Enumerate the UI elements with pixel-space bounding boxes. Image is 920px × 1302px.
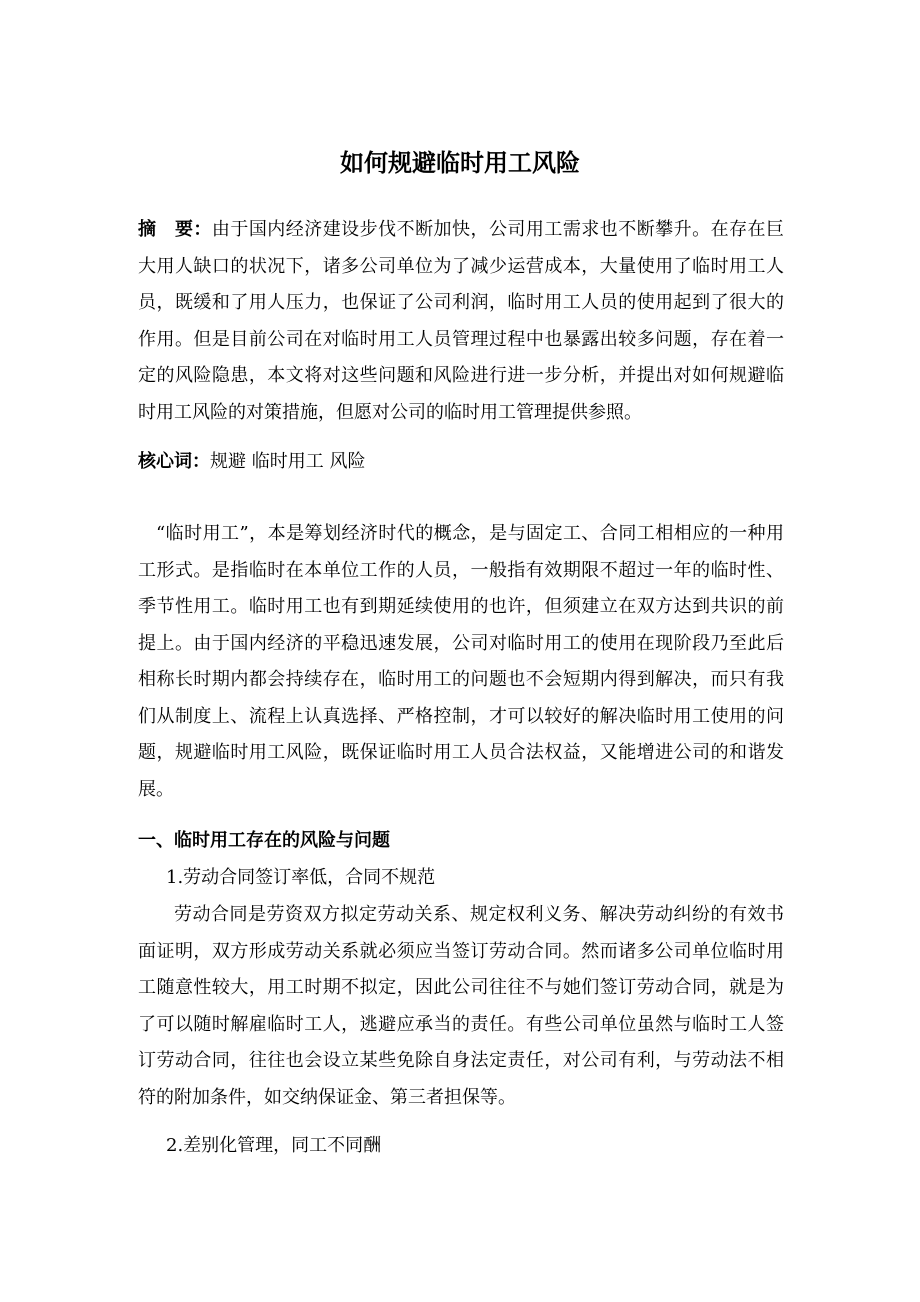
- subsection-heading: 1.劳动合同签订率低，合同不规范: [166, 867, 436, 888]
- section-heading: 一、临时用工存在的风险与问题: [138, 830, 390, 851]
- abstract-label: 摘 要：: [138, 219, 212, 240]
- subsection-heading: 2.差别化管理，同工不同酬: [166, 1135, 382, 1156]
- document-title: 如何规避临时用工风险: [340, 149, 580, 177]
- subsection-body: 劳动合同是劳资双方拟定劳动关系、规定权利义务、解决劳动纠纷的有效书面证明，双方形成劳动关系就必须应当签订劳动合同。然而诸多公司单位临时用工随意性较大，用工时期不拟定，因此公司往往不与她们签订劳动合同，就是为了可以随时解雇临时工人，逃避应承当的责任。有些公司单位虽然与临时工人签订劳动合同，往往也会设立某些免除自身法定责任，对公司有利，与劳动法不相符的附加条件，如交纳保证金、第三者担保等。: [138, 904, 784, 1108]
- intro-paragraph: “临时用工”，本是筹划经济时代的概念，是与固定工、合同工相相应的一种用工形式。是指临时在本单位工作的人员，一般指有效期限不超过一年的临时性、季节性用工。临时用工也有到期延续使用的也许，但须建立在双方达到共识的前提上。由于国内经济的平稳迅速发展，公司对临时用工的使用在现阶段乃至此后相称长时期内都会持续存在，临时用工的问题也不会短期内得到解决，而只有我们从制度上、流程上认真选择、严格控制，才可以较好的解决临时用工使用的问题，规避临时用工风险，既保证临时用工人员合法权益，又能增进公司的和谐发展。: [138, 523, 784, 800]
- keywords-label: 核心词：: [138, 451, 210, 472]
- abstract-paragraph: [138, 212, 784, 431]
- keywords-line: [138, 444, 784, 481]
- keywords-text: 规避 临时用工 风险: [210, 451, 366, 472]
- abstract-text: 由于国内经济建设步伐不断加快，公司用工需求也不断攀升。在存在巨大用人缺口的状况下，诸多公司单位为了减少运营成本，大量使用了临时用工人员，既缓和了用人压力，也保证了公司利润，临时用工人员的使用起到了很大的作用。但是目前公司在对临时用工人员管理过程中也暴露出较多问题，存在着一定的风险隐患，本文将对这些问题和风险进行进一步分析，并提出对如何规避临时用工风险的对策措施，但愿对公司的临时用工管理提供参照。: [138, 219, 785, 423]
